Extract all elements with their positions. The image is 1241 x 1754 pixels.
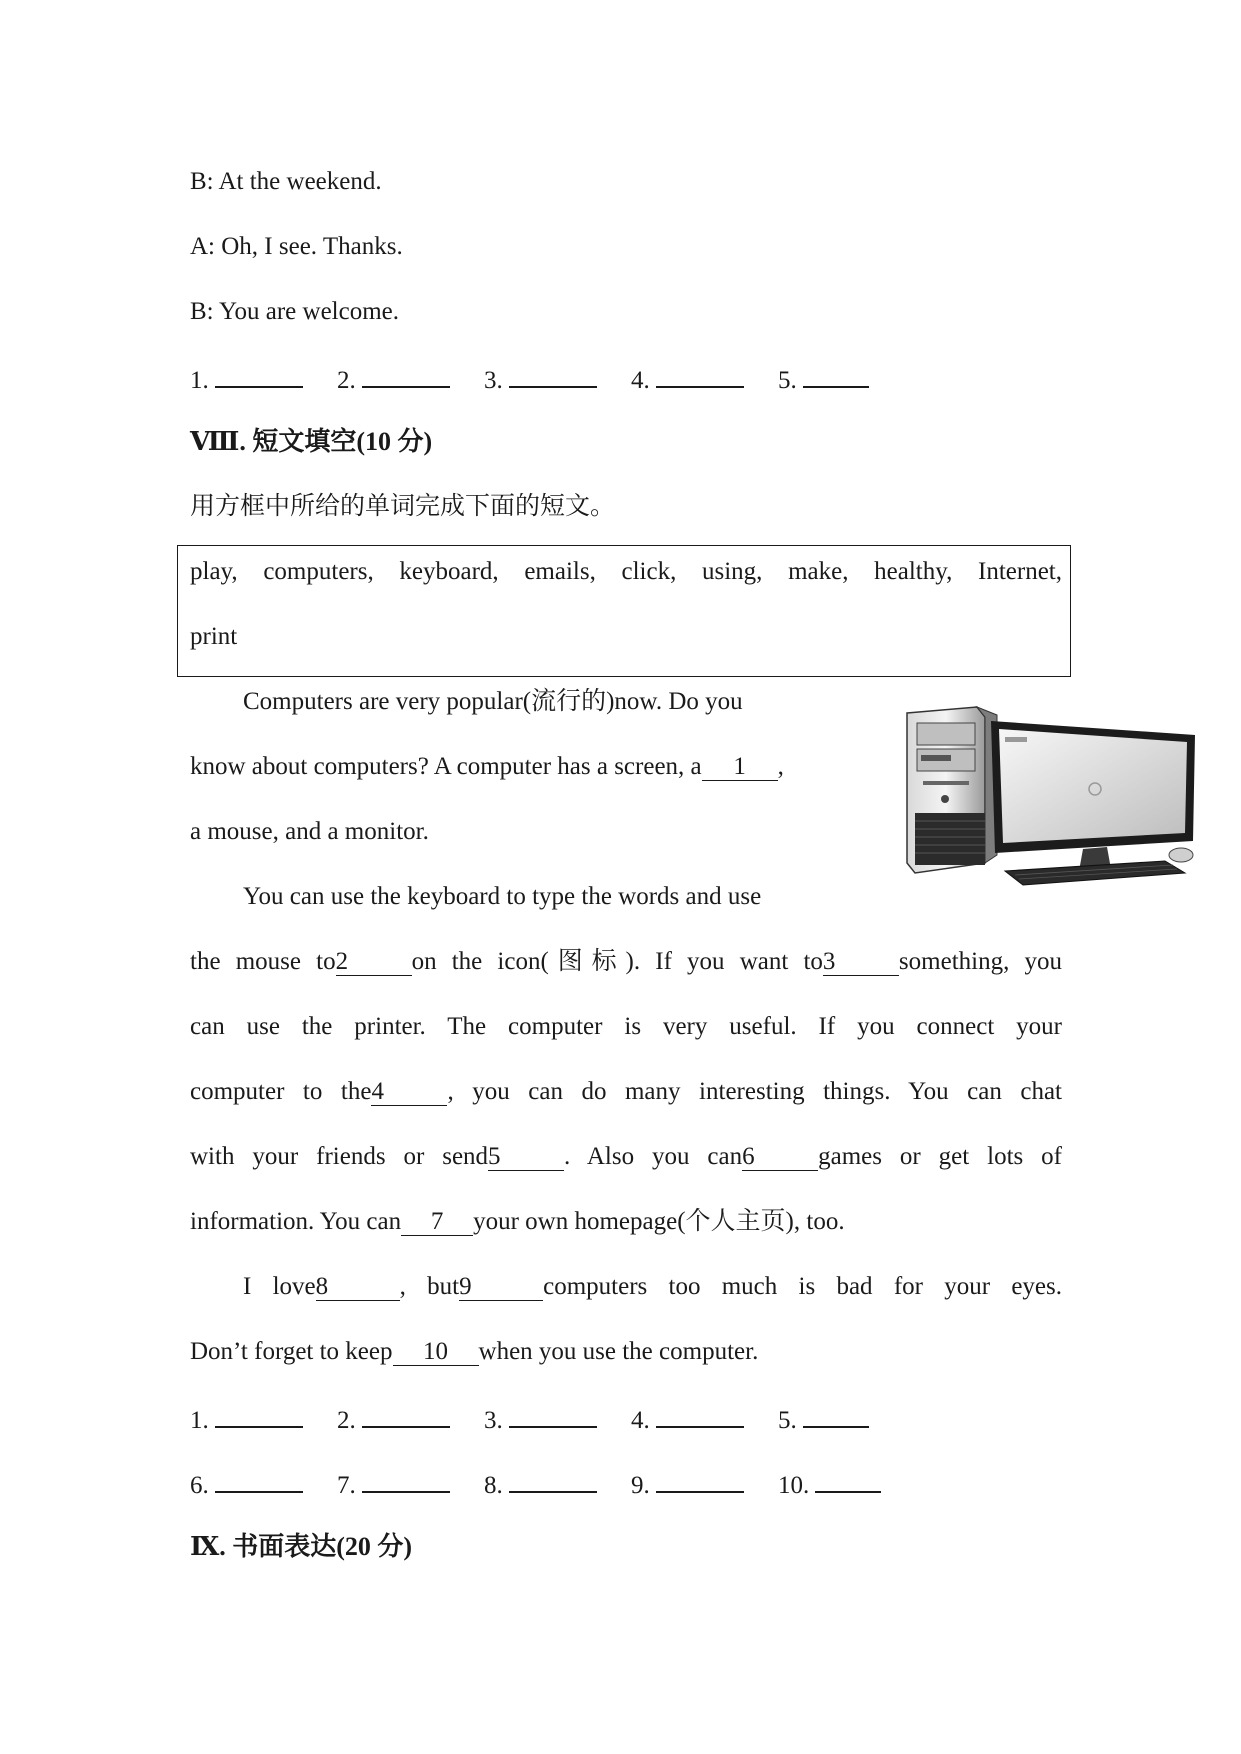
passage-p2-line-1: You can use the keyboard to type the words and use xyxy=(243,883,762,910)
passage-blank-2[interactable]: 2 xyxy=(336,951,412,976)
passage-blank-7[interactable]: 7 xyxy=(401,1211,473,1236)
section-8-instruction: 用方框中所给的单词完成下面的短文。 xyxy=(190,493,616,520)
passage-blank-10[interactable]: 10 xyxy=(393,1341,479,1366)
passage-p3-line-2: Don’t forget to keep 10 when you use the computer. xyxy=(190,1338,759,1365)
word-box-line-2: print xyxy=(190,623,238,650)
answer-blank-5[interactable]: 5. xyxy=(778,362,869,396)
answer-row-1 xyxy=(190,1402,897,1436)
answer-blank-6[interactable]: 6. xyxy=(190,1467,303,1501)
passage-p2-line-2: the mouse to2 on the icon(图标). If you want to3 something, you xyxy=(190,948,1062,975)
passage-p2-line-3: can use the printer. The computer is very useful. If you connect your xyxy=(190,1013,1062,1040)
passage-blank-8[interactable]: 8 xyxy=(316,1276,400,1301)
answer-row-top xyxy=(190,362,897,396)
passage-blank-9[interactable]: 9 xyxy=(459,1276,543,1301)
answer-blank-10[interactable]: 10. xyxy=(778,1467,881,1501)
dialogue-line-1: B: At the weekend. xyxy=(190,168,382,195)
passage-blank-6[interactable]: 6 xyxy=(742,1146,818,1171)
passage-p1-line-2: know about computers? A computer has a screen, a 1 , xyxy=(190,753,784,780)
word-box-line-1: play, computers, keyboard, emails, click, using, make, healthy, Internet, xyxy=(190,558,1062,585)
answer-blank-8[interactable]: 8. xyxy=(484,1467,597,1501)
passage-blank-5[interactable]: 5 xyxy=(488,1146,564,1171)
passage-p1-line-1: Computers are very popular(流行的)now. Do you xyxy=(243,688,743,715)
section-9-heading: Ⅸ. 书面表达(20 分) xyxy=(190,1532,413,1561)
section-8-heading: Ⅷ. 短文填空(10 分) xyxy=(190,427,433,456)
desktop-computer-photo xyxy=(905,703,1199,887)
answer-blank-2[interactable]: 2. xyxy=(337,362,450,396)
answer-blank-3[interactable]: 3. xyxy=(484,1402,597,1436)
answer-blank-9[interactable]: 9. xyxy=(631,1467,744,1501)
answer-blank-4[interactable]: 4. xyxy=(631,1402,744,1436)
passage-p2-line-5: with your friends or send5 . Also you can6 games or get lots of xyxy=(190,1143,1063,1170)
passage-blank-3[interactable]: 3 xyxy=(823,951,899,976)
dialogue-line-3: B: You are welcome. xyxy=(190,298,399,325)
answer-blank-4[interactable]: 4. xyxy=(631,362,744,396)
passage-p2-line-6: information. You can 7 your own homepage(个人主页), too. xyxy=(190,1208,845,1235)
answer-blank-1[interactable]: 1. xyxy=(190,1402,303,1436)
passage-p1-line-3: a mouse, and a monitor. xyxy=(190,818,429,845)
passage-p3-line-1: I love8 , but9 computers too much is bad for your eyes. xyxy=(243,1273,1063,1300)
passage-blank-4[interactable]: 4 xyxy=(371,1081,447,1106)
passage-blank-1[interactable]: 1 xyxy=(702,756,778,781)
answer-blank-5[interactable]: 5. xyxy=(778,1402,869,1436)
answer-row-2 xyxy=(190,1467,909,1501)
answer-blank-2[interactable]: 2. xyxy=(337,1402,450,1436)
answer-blank-3[interactable]: 3. xyxy=(484,362,597,396)
answer-blank-1[interactable]: 1. xyxy=(190,362,303,396)
passage-p2-line-4: computer to the4 , you can do many interesting things. You can chat xyxy=(190,1078,1062,1105)
dialogue-line-2: A: Oh, I see. Thanks. xyxy=(190,233,403,260)
answer-blank-7[interactable]: 7. xyxy=(337,1467,450,1501)
